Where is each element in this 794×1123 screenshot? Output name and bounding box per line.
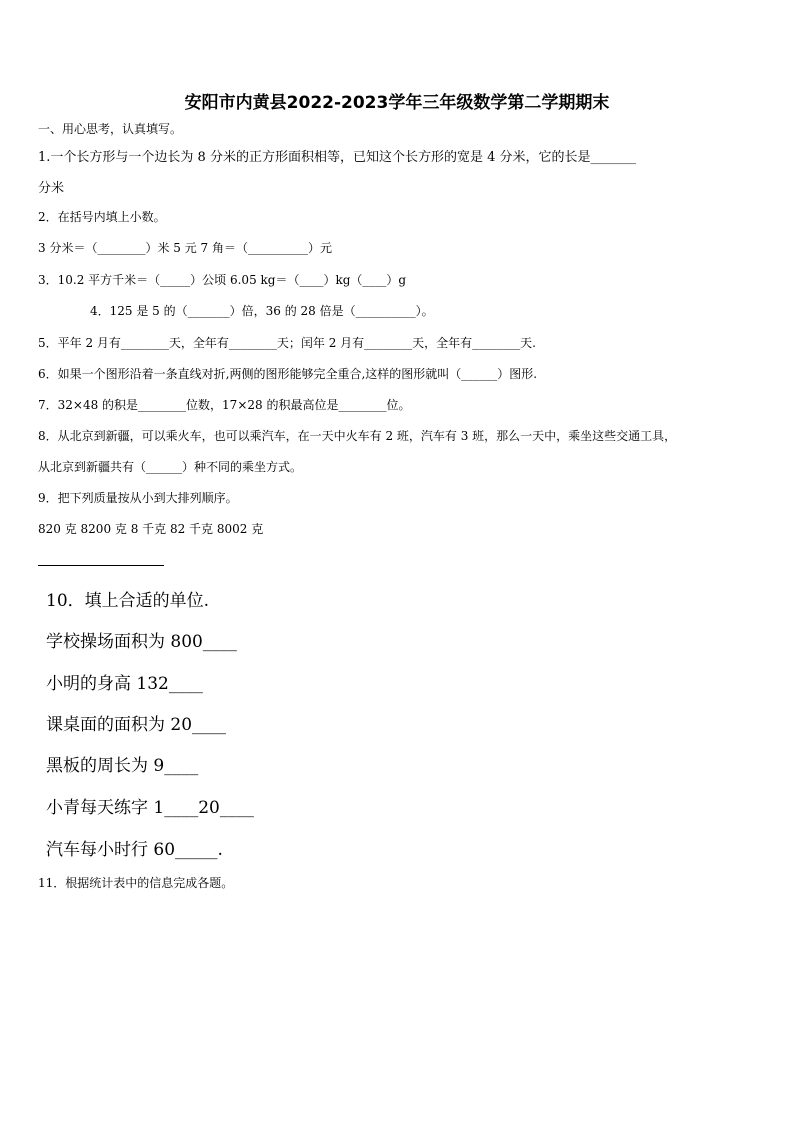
question-10-item: 小明的身高 132____ [46, 674, 203, 694]
question-8-line-2: 从北京到新疆共有（______）种不同的乘坐方式。 [38, 460, 303, 474]
section-heading: 一、用心思考，认真填写。 [38, 122, 183, 136]
question-6: 6．如果一个图形沿着一条直线对折,两侧的图形能够完全重合,这样的图形就叫（______）图形. [38, 367, 538, 381]
question-10: 10．填上合适的单位. [46, 591, 210, 611]
question-10-item: 课桌面的面积为 20____ [46, 715, 227, 735]
question-1-line-1: 1.一个长方形与一个边长为 8 分米的正方形面积相等，已知这个长方形的宽是 4 分米，它的长是_______ [38, 150, 636, 165]
question-1-line-2: 分米 [38, 181, 65, 196]
question-8-line-1: 8．从北京到新疆，可以乘火车，也可以乘汽车，在一天中火车有 2 班，汽车有 3 班，那么一天中，乘坐这些交通工具， [38, 429, 677, 443]
question-3: 3．10.2 平方千米＝（_____）公顷 6.05 kg＝（____）kg（____）g [38, 273, 407, 287]
document-title: 安阳市内黄县2022-2023学年三年级数学第二学期期末 [184, 93, 610, 113]
question-11: 11．根据统计表中的信息完成各题。 [38, 876, 234, 890]
question-2: 2．在括号内填上小数。 [38, 210, 166, 224]
question-9: 9．把下列质量按从小到大排列顺序。 [38, 491, 238, 505]
question-10-item: 学校操场面积为 800____ [46, 632, 237, 652]
question-9-items: 820 克 8200 克 8 千克 82 千克 8002 克 [38, 522, 264, 536]
question-10-item: 小青每天练字 1____20____ [46, 798, 254, 818]
question-10-item: 汽车每小时行 60_____. [46, 840, 223, 860]
question-7: 7．32×48 的积是________位数，17×28 的积最高位是________位。 [38, 398, 411, 412]
question-5: 5．平年 2 月有________天，全年有________天；闰年 2 月有________天，全年有________天. [38, 336, 536, 350]
question-10-item: 黑板的周长为 9____ [46, 756, 199, 776]
divider-line [38, 565, 164, 566]
question-4: 4．125 是 5 的（_______）倍，36 的 28 倍是（__________）。 [90, 304, 434, 318]
question-2-items: 3 分米＝（________）米 5 元 7 角＝（__________）元 [38, 241, 332, 255]
